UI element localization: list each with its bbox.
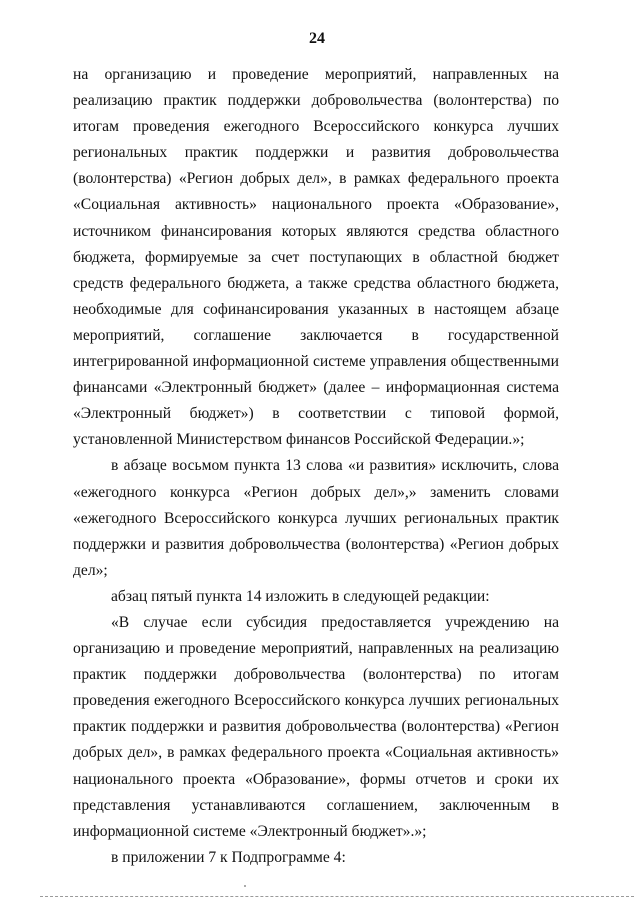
scan-speck <box>244 885 246 887</box>
paragraph-appendix-7: в приложении 7 к Подпрограмме 4: <box>111 848 346 866</box>
paragraph-item-14-intro: абзац пятый пункта 14 изложить в следующей редакции: <box>111 587 490 605</box>
paragraph-item-14-new-text: «В случае если субсидия предоставляется учреждению на организацию и проведение мероприятий, направленных на реализацию практик поддержки добровольчества (волонтерства) по итогам проведения ежегодного Всероссийского конкурса лучших региональных практик поддержки и развития добровольчества (волонтерства) «Регион добрых дел», в рамках федерального проекта «Социальная активность» национального проекта «Образование», формы отчетов и сроки их представления устанавливаются соглашением, заключенным в информационной системе «Электронный бюджет».»; <box>73 613 559 840</box>
scan-bottom-edge <box>40 896 634 897</box>
document-body <box>73 62 559 871</box>
paragraph-subsidy-agreement: на организацию и проведение мероприятий, направленных на реализацию практик поддержки добровольчества (волонтерства) по итогам проведения ежегодного Всероссийского конкурса лучших региональных практик поддержки и развития добровольчества (волонтерства) «Регион добрых дел», в рамках федерального проекта «Социальная активность» национального проекта «Образование», источником финансирования которых являются средства областного бюджета, формируемые за счет поступающих в областной бюджет средств федерального бюджета, а также средства областного бюджета, необходимые для софинансирования указанных в настоящем абзаце мероприятий, соглашение заключается в государственной интегрированной информационной системе управления общественными финансами «Электронный бюджет» (далее – информационная система «Электронный бюджет») в соответствии с типовой формой, установленной Министерством финансов Российской Федерации.»; <box>73 66 559 449</box>
paragraph-item-13-amendment: в абзаце восьмом пункта 13 слова «и развития» исключить, слова «ежегодного конкурса «Регион добрых дел»,» заменить словами «ежегодного Всероссийского конкурса лучших региональных практик поддержки и развития добровольчества (волонтерства) «Регион добрых дел»; <box>73 457 559 579</box>
page-number: 24 <box>309 30 325 47</box>
